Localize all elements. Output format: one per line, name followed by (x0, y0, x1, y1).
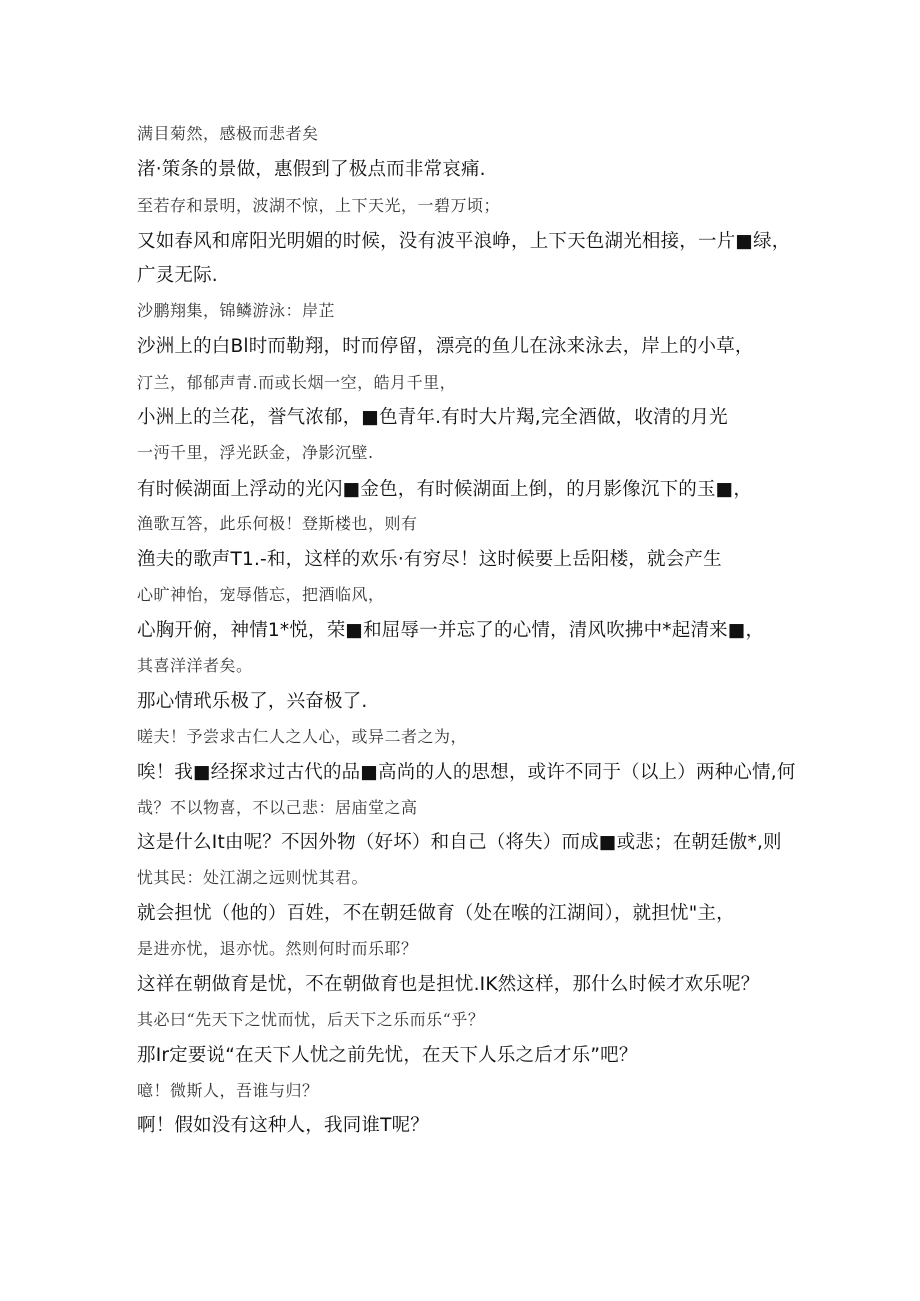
classical-text-line: 心旷神怡，宠辱偕忘，把酒临风， (137, 585, 385, 604)
translation-text-line: 那心情玳乐极了，兴奋极了. (137, 691, 368, 712)
translation-text-line: 有时候湖面上浮动的光闪■金色，有时候湖面上倒，的月影像沉下的玉■， (137, 479, 753, 500)
translation-text-line: 渔夫的歌声T1.-和，这样的欢乐·有穷尽！这时候要上岳阳楼，就会产生 (137, 549, 722, 570)
classical-text-line: 嗟夫！予尝求古仁人之人心，或异二者之为， (137, 727, 468, 746)
classical-text-line: 满目菊然，感极而悲者矣 (137, 124, 319, 143)
classical-text-line: 一沔千里，浮光跃金，净影沉壁. (137, 443, 374, 462)
translation-text-line: 这祥在朝做育是忧，不在朝做育也是担忧.IK然这样，那什么时候才欢乐呢？ (137, 974, 760, 995)
translation-text-line: 沙洲上的白Bl时而勒翔，时而停留，漂亮的鱼儿在泳来泳去，岸上的小草， (137, 336, 754, 357)
classical-text-line: 至若存和景明，波湖不惊，上下天光，一碧万顷； (137, 196, 501, 215)
translation-text-line: 啊！假如没有这种人，我同谁T呢？ (137, 1115, 430, 1136)
classical-text-line: 渔歌互答，此乐何极！登斯楼也，则有 (137, 514, 418, 533)
translation-text-line: 这是什么It由呢？不因外物（好坏）和自己（将失）而成■或悲；在朝廷傲*,则 (137, 832, 782, 853)
translation-text-line: 渚·策条的景做，惠假到了极点而非常哀痛. (137, 159, 486, 180)
translation-text-line: 那Ir定要说“在天下人忧之前先忧，在天下人乐之后才乐”吧？ (137, 1045, 638, 1066)
translation-text-line: 唉！我■经探求过古代的品■高尚的人的思想，或许不同于（以上）两种心情,何 (137, 762, 796, 783)
classical-text-line: 哉？不以物喜，不以己悲：居庙堂之高 (137, 798, 418, 817)
classical-text-line: 噫！微斯人，吾谁与归？ (137, 1081, 319, 1100)
classical-text-line: 是进亦忧，退亦忧。然则何时而乐耶？ (137, 939, 418, 958)
translation-text-line: 心胸开俯，神情1*悦，荣■和屈辱一并忘了的心情，清风吹拂中*起清来■， (137, 620, 765, 641)
translation-text-line: 广灵无际. (137, 265, 218, 286)
classical-text-line: 其必曰“先天下之忧而忧，后天下之乐而乐“乎？ (137, 1010, 485, 1029)
translation-text-line: 又如春风和席阳光明媚的时候，没有波平浪峥，上下天色湖光相接，一片■绿， (137, 231, 791, 252)
classical-text-line: 其喜洋洋者矣。 (137, 656, 253, 675)
translation-text-line: 小洲上的兰花，誉气浓郁，■色青年.有时大片羯,完全酒做，收清的月光 (137, 407, 728, 428)
classical-text-line: 忧其民：处江湖之远则忧其君。 (137, 868, 369, 887)
classical-text-line: 汀兰，郁郁声青.而或长烟一空，皓月千里， (137, 373, 457, 392)
classical-text-line: 沙鹏翔集，锦鳞游泳：岸芷 (137, 301, 336, 320)
translation-text-line: 就会担忧（他的）百姓，不在朝廷做育（处在喉的江湖间），就担忧"主， (137, 903, 735, 924)
